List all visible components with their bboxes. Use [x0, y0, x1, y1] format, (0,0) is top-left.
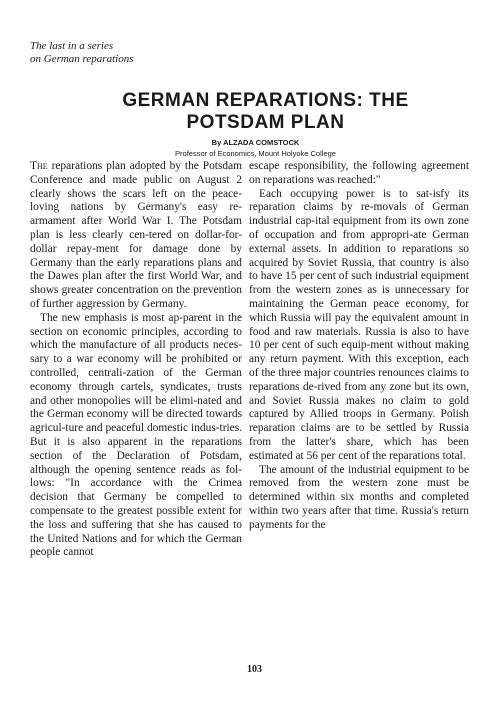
paragraph-text: reparations plan adopted by the Potsdam Conference and made public on August 2 clearly shows the scars left on the peace-loving nations by Germany's easy re-armament after World War I. The Potsdam plan is less clearly cen-tered on dollar-for-dollar repay-ment for damage done by Germany than the early reparations plans and the Dawes plan after the first World War, and shows greater concentration on the prevention of further aggression by Germany. — [30, 160, 242, 310]
lead-word: The — [30, 160, 48, 172]
paragraph: The amount of the industrial equipment to be removed from the western zone must be determined within six months and completed within two years after that time. Russia's return payments for the — [249, 463, 469, 531]
paragraph: escape responsibility, the following agreement on reparations was reached:" — [249, 160, 469, 186]
byline-author: By ALZADA COMSTOCK — [211, 138, 300, 147]
article-title — [0, 90, 491, 134]
paragraph: Each occupying power is to sat-isfy its reparation claims by re-movals of German industrial cap-ital equipment from its own zone of occupation and from appropri-ate German external assets. In addition to reparations so acquired by Soviet Russia, that country is also to have 15 per cent of such industrial equipment from the western zones as is unnecessary for maintaining the German peace economy, for which Russia will pay the equivalent amount in food and raw materials. Russia is also to have 10 per cent of such equip-ment without making any return payment. With this exception, each of the three major countries renounces claims to reparations de-rived from any zone but its own, and Soviet Russia makes no claim to gold captured by Allied troops in Germany. Polish reparation claims are to be settled by Russia from the latter's share, which has been estimated at 56 per cent of the reparations total. — [249, 187, 469, 462]
series-note — [30, 40, 133, 66]
article-title-line-2: POTSDAM PLAN — [186, 112, 345, 133]
series-note-line-2: on German reparations — [30, 53, 134, 65]
byline — [0, 137, 491, 159]
left-column — [30, 160, 242, 560]
paragraph: The new emphasis is most ap-parent in the section on economic principles, according to which the manufacture of all products neces-sary to a war economy will be prohibited or controlled, centrali-zation of the German economy through cartels, syndicates, trusts and other monopolies will be elimi-nated and the German economy will be directed towards agricul-ture and peaceful domestic indus-tries. But it is also apparent in the reparations section of the Declaration of Potsdam, although the opening sentence reads as fol-lows: "In accordance with the Crimea decision that Germany be compelled to compensate to the greatest possible extent for the loss and suffering that she has caused to the United Nations and for which the German people cannot — [30, 311, 242, 559]
series-note-line-1: The last in a series — [30, 40, 114, 52]
right-column — [249, 160, 469, 533]
article-title-line-1: GERMAN REPARATIONS: THE — [122, 90, 409, 111]
paragraph — [30, 160, 242, 312]
byline-affiliation: Professor of Economics, Mount Holyoke College — [175, 149, 336, 158]
page-number: 103 — [247, 664, 262, 675]
